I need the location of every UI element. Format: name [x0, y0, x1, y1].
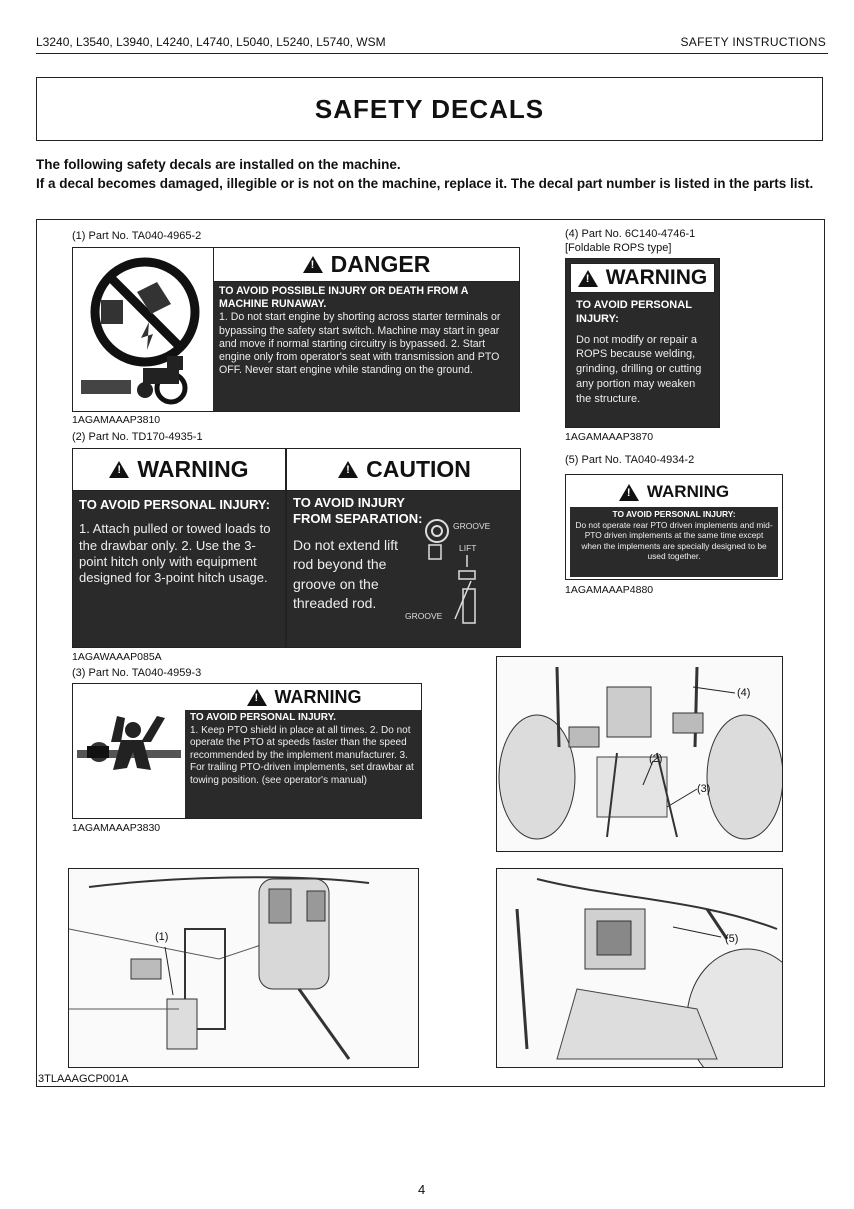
alert-triangle-icon: [109, 461, 129, 478]
decal3-warning: [72, 683, 422, 819]
tractor-right-illustration: [497, 869, 783, 1068]
page-number: 4: [418, 1182, 426, 1197]
header-rule: [36, 53, 828, 54]
decal2-label: (2) Part No. TD170-4935-1: [72, 431, 203, 443]
decal2-left-body: [73, 491, 285, 648]
photo-tractor-left: [68, 868, 419, 1068]
intro-line-1: The following safety decals are installed on the machine.: [36, 157, 401, 172]
decal2-right-text: Do not extend lift rod beyond the groove on the threaded rod.: [293, 536, 399, 612]
decal2-right-header: [287, 449, 521, 491]
photo-tractor-rear: [496, 656, 783, 852]
decal1-body: [213, 282, 519, 412]
decal1-code: 1AGAMAAAP3810: [72, 414, 161, 426]
photo-tractor-right: [496, 868, 783, 1068]
decal1-signal: DANGER: [330, 251, 431, 277]
decal4-header: [570, 263, 715, 293]
decal2-left-header: [73, 449, 285, 491]
callout-4: (4): [737, 687, 751, 699]
alert-triangle-icon: [578, 270, 598, 287]
lift-rod-diagram-icon: [415, 515, 485, 625]
decal2-tag-lift: LIFT: [459, 543, 477, 553]
decal2-left-heading: TO AVOID PERSONAL INJURY:: [79, 497, 270, 512]
decal4-label: (4) Part No. 6C140-4746-1: [565, 228, 696, 240]
decal4-heading: TO AVOID PERSONAL INJURY:: [576, 299, 692, 325]
decal4-sublabel: [Foldable ROPS type]: [565, 242, 672, 254]
decal2-signal-right: CAUTION: [366, 456, 471, 482]
callout-1: (1): [155, 931, 169, 943]
decal5-heading: TO AVOID PERSONAL INJURY:: [612, 509, 736, 519]
decal4-warning: [565, 258, 720, 428]
decal3-body: [185, 710, 422, 819]
decal4-text: Do not modify or repair a ROPS because welding, grinding, drilling or cutting any portion may weaken the structure.: [576, 333, 702, 405]
decal2-tag-groove-bottom: GROOVE: [405, 611, 443, 621]
decal2-right-heading: TO AVOID INJURY FROM SEPARATION:: [293, 495, 423, 527]
decal1-label: (1) Part No. TA040-4965-2: [72, 230, 202, 242]
decal1-text: 1. Do not start engine by shorting across starter terminals or bypassing the safety start switch. Machine may start in gear and move if normal starting circuitry is bypassed. 2. Start engine only from operator's seat with transmission and PTO OFF. Never start engine while standing on the ground.: [219, 311, 501, 377]
decal3-label: (3) Part No. TA040-4959-3: [72, 667, 202, 679]
decal5-body: [570, 507, 778, 577]
decal5-warning: [565, 474, 783, 580]
decal3-signal: WARNING: [274, 686, 362, 707]
tractor-left-illustration: [69, 869, 419, 1068]
decal4-signal: WARNING: [605, 266, 708, 289]
header-models: L3240, L3540, L3940, L4240, L4740, L5040, L5240, L5740, WSM: [36, 35, 386, 49]
figure-code: 3TLAAAGCP001A: [38, 1073, 129, 1085]
pto-entanglement-pictogram-icon: [77, 712, 181, 792]
decal2-right-body: [287, 491, 521, 648]
alert-triangle-icon: [619, 484, 639, 501]
decal1-header: [213, 248, 519, 282]
decal5-label: (5) Part No. TA040-4934-2: [565, 454, 695, 466]
decal2-left-text: 1. Attach pulled or towed loads to the drawbar only. 2. Use the 3-point hitch only with equipment designed for 3-point hitch usage.: [79, 521, 271, 585]
intro-text: [36, 155, 831, 193]
decal3-header: [185, 684, 422, 710]
decal5-code: 1AGAMAAAP4880: [565, 584, 654, 596]
callout-3: (3): [697, 783, 711, 795]
decal3-code: 1AGAMAAAP3830: [72, 822, 161, 834]
header-section: SAFETY INSTRUCTIONS: [680, 35, 826, 49]
decal4-code: 1AGAMAAAP3870: [565, 431, 654, 443]
callout-5: (5): [725, 933, 739, 945]
callout-2: (2): [649, 753, 663, 765]
decal5-text: Do not operate rear PTO driven implements and mid-PTO driven implements at the same time except when the implements are specially designed to be used together.: [575, 519, 773, 561]
alert-triangle-icon: [247, 689, 267, 706]
title-box: [36, 77, 823, 141]
decal1-heading: TO AVOID POSSIBLE INJURY OR DEATH FROM A MACHINE RUNAWAY.: [219, 285, 468, 311]
decal2-tag-groove-top: GROOVE: [453, 521, 491, 531]
decal3-text: 1. Keep PTO shield in place at all times. 2. Do not operate the PTO at speeds faster than the speed recommended by the implement manufacturer. 3. For trailing PTO-driven implements, set drawbar at towing position. (see operator's manual): [190, 724, 414, 786]
decal3-heading: TO AVOID PERSONAL INJURY.: [190, 712, 336, 723]
decal4-body: [570, 297, 715, 425]
decal1-danger: [72, 247, 520, 412]
decal5-header: [566, 479, 782, 505]
decal2-warning-caution: [72, 448, 521, 648]
page-title: SAFETY DECALS: [314, 93, 545, 124]
no-start-pictogram-icon: [79, 256, 213, 408]
alert-triangle-icon: [338, 461, 358, 478]
decal5-signal: WARNING: [646, 482, 730, 501]
intro-line-2: If a decal becomes damaged, illegible or is not on the machine, replace it. The decal part number is listed in the parts list.: [36, 176, 814, 191]
decal2-signal-left: WARNING: [137, 456, 249, 482]
alert-triangle-icon: [303, 256, 323, 273]
decal2-code: 1AGAWAAAP085A: [72, 651, 162, 663]
